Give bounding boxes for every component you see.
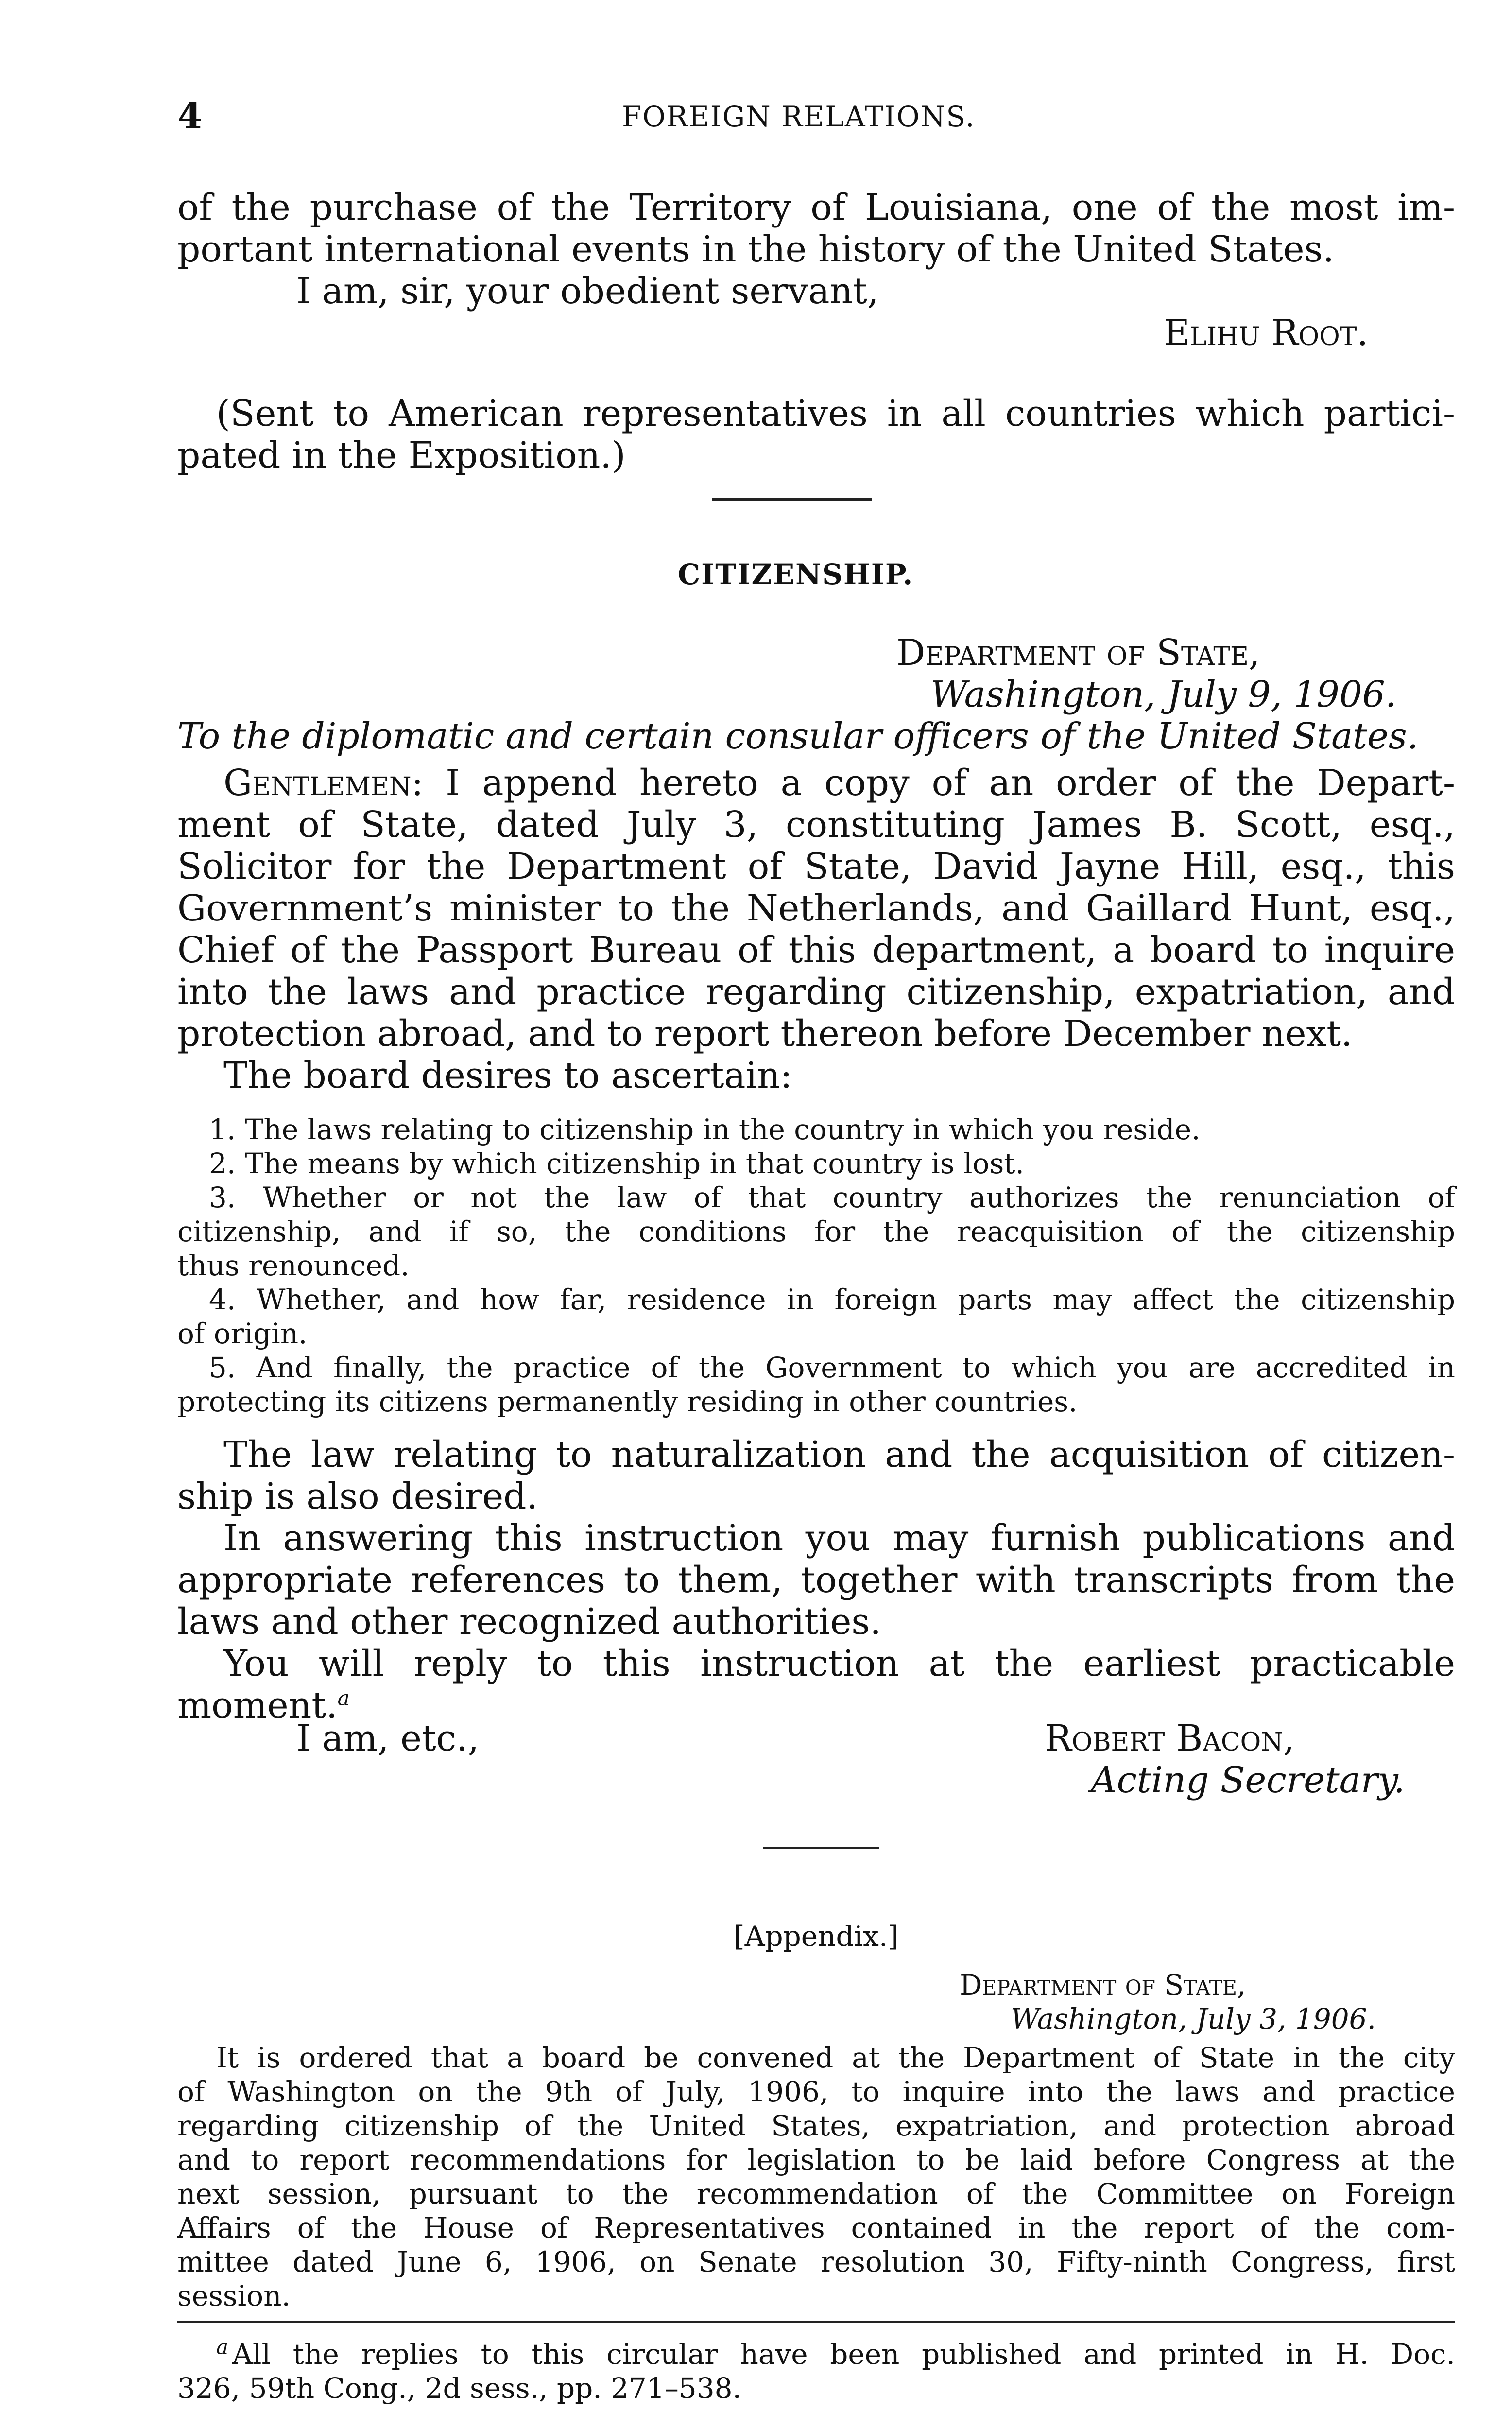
appendix-department: Department of State, — [960, 1968, 1246, 2001]
letter-place-date: Washington, July 9, 1906. — [930, 674, 1397, 715]
list-item: protecting its citizens permanently residing in other countries. — [177, 1385, 1078, 1418]
text-line: into the laws and practice regarding citizenship, expatriation, and — [177, 971, 1455, 1013]
salutation-colon: : — [411, 762, 446, 804]
appendix-line: Affairs of the House of Representatives contained in the report of the com- — [177, 2211, 1455, 2244]
divider — [763, 1847, 879, 1849]
running-title: FOREIGN RELATIONS. — [622, 100, 976, 133]
letter-department: Department of State, — [896, 632, 1260, 674]
page-number: 4 — [177, 95, 203, 137]
text-line: ship is also desired. — [177, 1475, 538, 1517]
text-line: (Sent to American representatives in all countries which partici- — [216, 393, 1455, 434]
appendix-place-date: Washington, July 3, 1906. — [1011, 2002, 1376, 2035]
appendix-line: It is ordered that a board be convened at the Department of State in the city — [216, 2041, 1455, 2074]
appendix-line: mittee dated June 6, 1906, on Senate resolution 30, Fifty-ninth Congress, first — [177, 2245, 1455, 2278]
footnote-line — [216, 2335, 1455, 2371]
text-line: laws and other recognized authorities. — [177, 1601, 881, 1643]
text-line: of the purchase of the Territory of Louisiana, one of the most im- — [177, 187, 1455, 228]
list-item: citizenship, and if so, the conditions for the reacquisition of the citizenship — [177, 1215, 1455, 1248]
appendix-line: session. — [177, 2279, 291, 2312]
closing-line: I am, sir, your obedient servant, — [296, 270, 879, 312]
appendix-line: next session, pursuant to the recommendation of the Committee on Foreign — [177, 2177, 1455, 2210]
text-line: The law relating to naturalization and the acquisition of citizen- — [223, 1434, 1455, 1475]
footnote-text: All the replies to this circular have been published and printed in H. Doc. — [232, 2338, 1455, 2371]
text-line: Chief of the Passport Bureau of this department, a board to inquire — [177, 929, 1455, 971]
text-line: I append hereto a copy of an order of the Depart- — [446, 762, 1455, 804]
appendix-line: and to report recommendations for legislation to be laid before Congress at the — [177, 2143, 1455, 2176]
footnote-line: 326, 59th Cong., 2d sess., pp. 271–538. — [177, 2372, 741, 2405]
appendix-line: of Washington on the 9th of July, 1906, to inquire into the laws and practice — [177, 2075, 1455, 2108]
list-item: 4. Whether, and how far, residence in foreign parts may affect the citizenship — [209, 1283, 1455, 1316]
salutation-line — [223, 762, 1455, 804]
signature: Robert Bacon, — [1045, 1718, 1295, 1759]
salutation: Gentlemen — [223, 762, 412, 804]
appendix-line: regarding citizenship of the United States, expatriation, and protection abroad — [177, 2109, 1455, 2142]
text-line: Solicitor for the Department of State, David Jayne Hill, esq., this — [177, 846, 1455, 887]
letter-address: To the diplomatic and certain consular officers of the United States. — [177, 715, 1419, 757]
signature: Elihu Root. — [1164, 312, 1368, 354]
text-line: moment. — [177, 1684, 338, 1726]
divider — [712, 498, 872, 501]
list-item: 2. The means by which citizenship in that country is lost. — [209, 1147, 1024, 1180]
text-line: protection abroad, and to report thereon before December next. — [177, 1013, 1353, 1055]
closing-line: I am, etc., — [296, 1718, 480, 1759]
footnote-marker: a — [216, 2335, 229, 2359]
list-item: 5. And finally, the practice of the Government to which you are accredited in — [209, 1351, 1455, 1384]
text-line: Government’s minister to the Netherlands, and Gaillard Hunt, esq., — [177, 887, 1455, 929]
section-title: CITIZENSHIP. — [678, 558, 914, 591]
footnote-reference: a — [337, 1686, 350, 1710]
text-line: The board desires to ascertain: — [223, 1055, 792, 1096]
list-item: 1. The laws relating to citizenship in the country in which you reside. — [209, 1113, 1201, 1146]
footnote-divider — [177, 2321, 1455, 2323]
list-item: 3. Whether or not the law of that country authorizes the renunciation of — [209, 1181, 1455, 1214]
text-line: pated in the Exposition.) — [177, 434, 626, 476]
text-line: In answering this instruction you may furnish publications and — [223, 1517, 1455, 1559]
list-item: thus renounced. — [177, 1249, 410, 1282]
list-item: of origin. — [177, 1317, 308, 1350]
text-line: ment of State, dated July 3, constituting James B. Scott, esq., — [177, 804, 1455, 846]
text-line: You will reply to this instruction at the earliest practicable — [223, 1643, 1455, 1684]
signer-title: Acting Secretary. — [1091, 1759, 1405, 1801]
text-line: portant international events in the history of the United States. — [177, 228, 1335, 270]
appendix-label: [Appendix.] — [734, 1920, 899, 1953]
text-line: appropriate references to them, together with transcripts from the — [177, 1559, 1455, 1601]
